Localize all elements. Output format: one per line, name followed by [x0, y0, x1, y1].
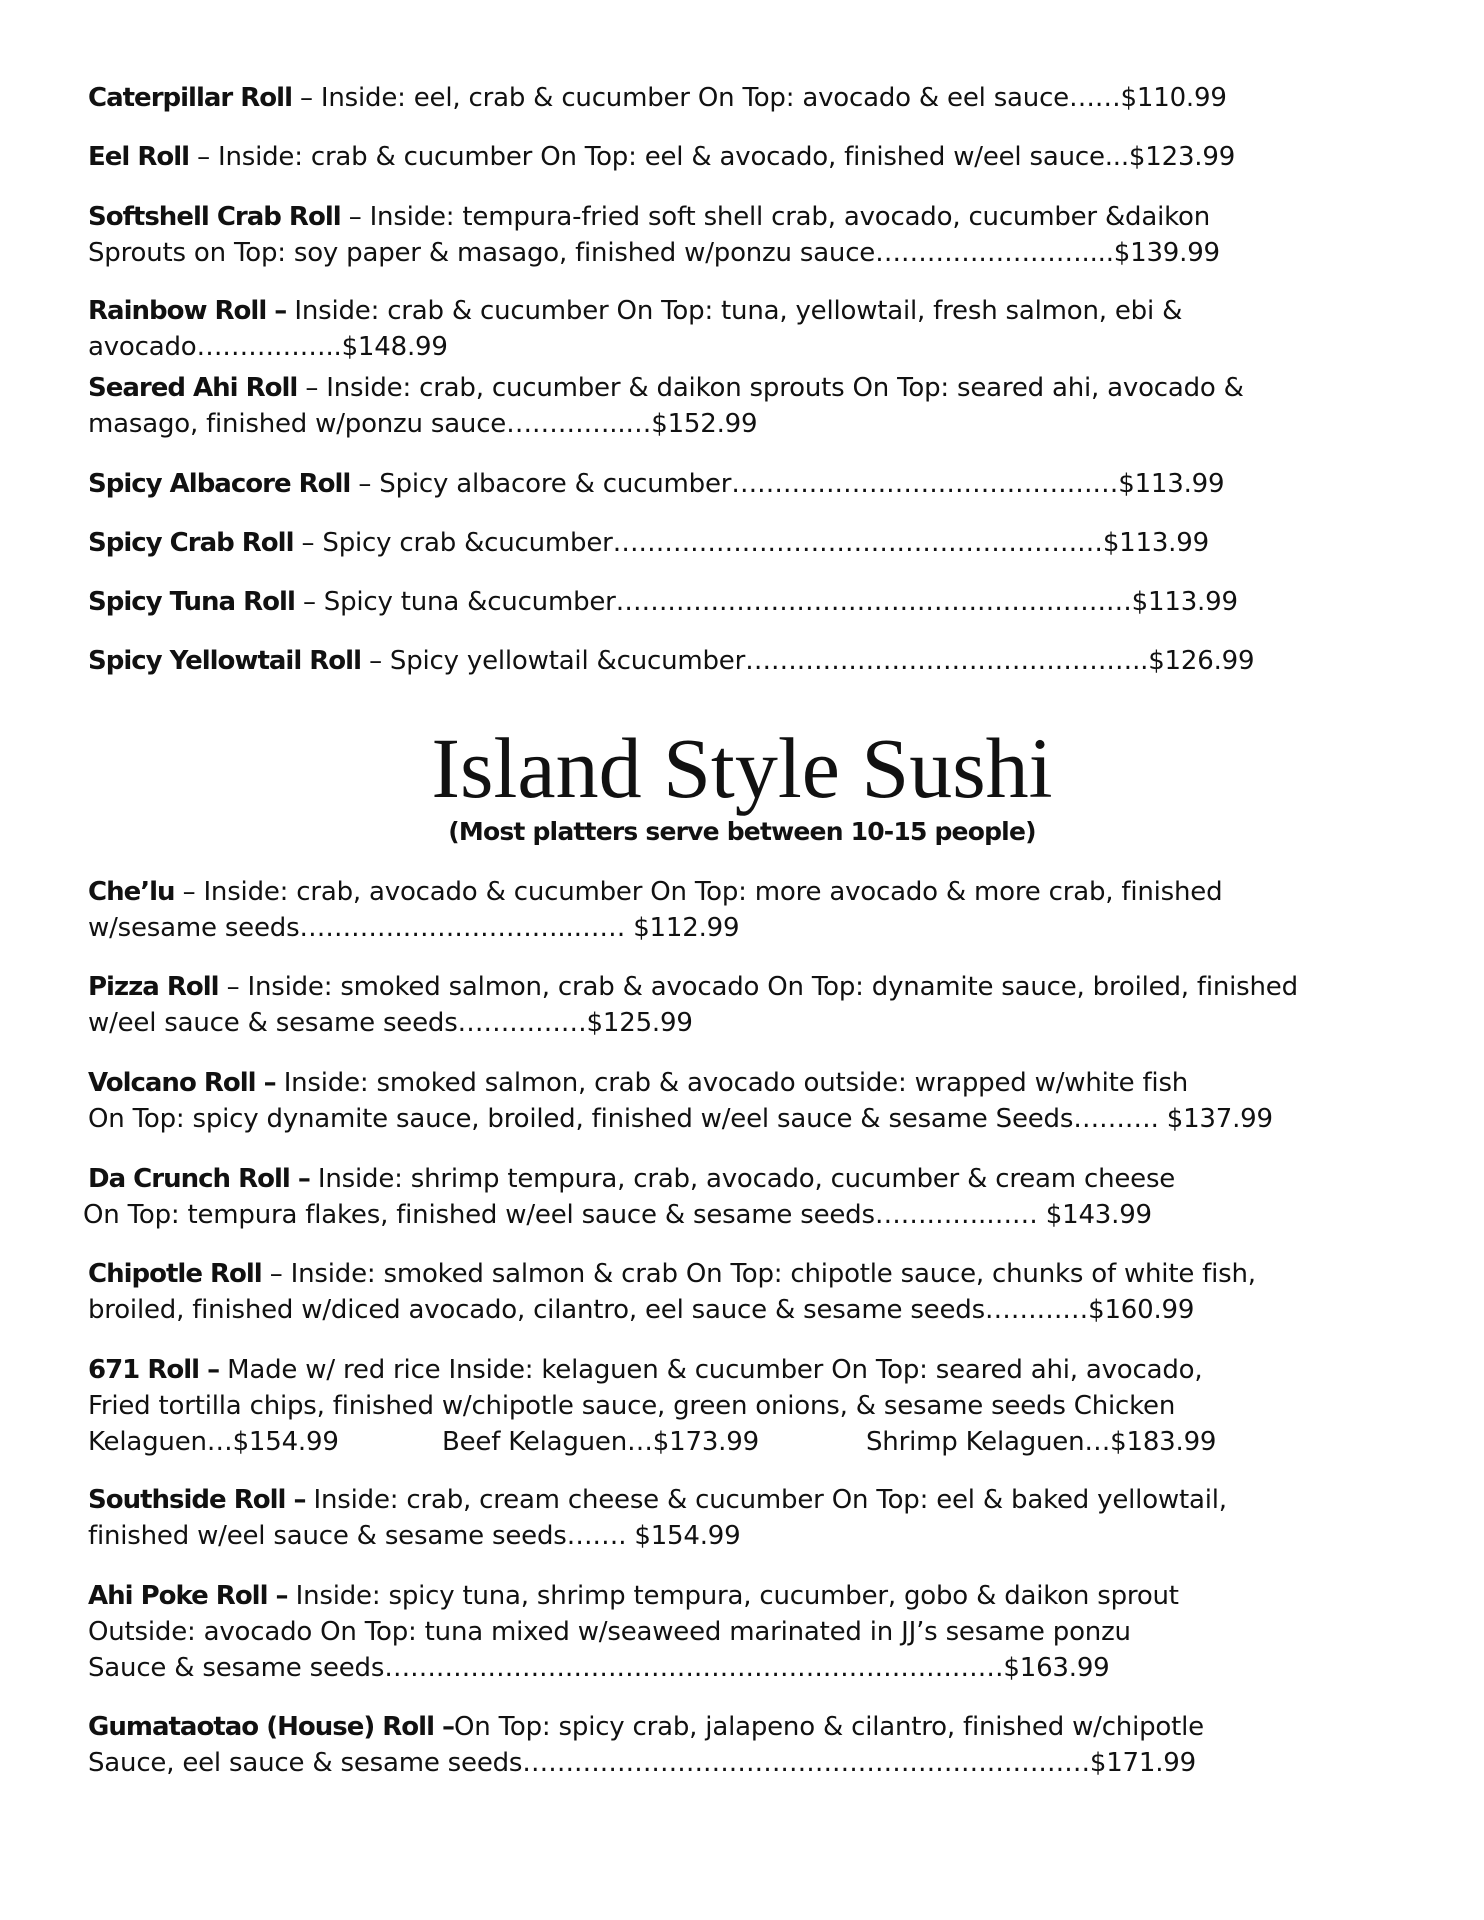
item-description: – Inside: crab & cucumber On Top: eel & avocado, finished w/eel sauce...$123.99	[189, 142, 1236, 172]
item-name: Seared Ahi Roll	[88, 373, 298, 403]
menu-item-chipotle-roll	[88, 1256, 1428, 1328]
item-name: 671 Roll –	[88, 1355, 220, 1385]
item-name: Eel Roll	[88, 142, 190, 172]
item-description: Fried tortilla chips, finished w/chipotle sauce, green onions, & sesame seeds Chicken	[88, 1391, 1176, 1421]
item-name: Volcano Roll –	[88, 1068, 276, 1098]
item-description: Outside: avocado On Top: tuna mixed w/seaweed marinated in JJ’s sesame ponzu	[88, 1617, 1131, 1647]
item-name: Spicy Crab Roll	[88, 528, 294, 558]
item-name: Spicy Albacore Roll	[88, 469, 351, 499]
item-description: Sprouts on Top: soy paper & masago, finished w/ponzu sauce……………………....$139.99	[88, 238, 1220, 268]
item-description: broiled, finished w/diced avocado, cilantro, eel sauce & sesame seeds…………$160.99	[88, 1295, 1195, 1325]
item-description: avocado……………..$148.99	[88, 332, 448, 362]
item-description: – Spicy yellowtail &cucumber………………………………………..$126.99	[361, 646, 1255, 676]
menu-item-rainbow-roll	[88, 293, 1428, 365]
item-description: w/eel sauce & sesame seeds……………$125.99	[88, 1008, 693, 1038]
menu-item-spicy-crab-roll	[88, 525, 1428, 561]
item-description: Sauce, eel sauce & sesame seeds…………………………………………………………$171.99	[88, 1748, 1196, 1778]
item-description: Sauce & sesame seeds………………………………………………………………$163.99	[88, 1653, 1110, 1683]
menu-item-seared-ahi-roll	[88, 370, 1428, 442]
item-description: Inside: crab & cucumber On Top: tuna, yellowtail, fresh salmon, ebi &	[286, 296, 1183, 326]
item-description: – Inside: smoked salmon & crab On Top: chipotle sauce, chunks of white fish,	[261, 1259, 1256, 1289]
menu-item-spicy-yellowtail-roll	[88, 643, 1428, 679]
menu-item-eel-roll	[88, 139, 1428, 175]
item-description: finished w/eel sauce & sesame seeds……. $154.99	[88, 1521, 741, 1551]
item-description: Made w/ red rice Inside: kelaguen & cucumber On Top: seared ahi, avocado,	[219, 1355, 1203, 1385]
kelaguen-option-chicken: Kelaguen…$154.99	[88, 1427, 339, 1457]
menu-item-spicy-tuna-roll	[88, 584, 1428, 620]
item-description: Inside: shrimp tempura, crab, avocado, cucumber & cream cheese	[309, 1164, 1176, 1194]
item-description: – Spicy albacore & cucumber………………………………………$113.99	[350, 469, 1225, 499]
item-description: – Inside: crab, cucumber & daikon sprouts On Top: seared ahi, avocado &	[297, 373, 1244, 403]
item-description: Inside: crab, cream cheese & cucumber On Top: eel & baked yellowtail,	[305, 1485, 1227, 1515]
menu-item-da-crunch-roll	[83, 1161, 1428, 1233]
menu-item-caterpillar-roll	[88, 80, 1428, 116]
item-description: Inside: smoked salmon, crab & avocado outside: wrapped w/white fish	[275, 1068, 1189, 1098]
item-name: Spicy Yellowtail Roll	[88, 646, 361, 676]
item-name: Pizza Roll	[88, 972, 219, 1002]
section-subtitle: (Most platters serve between 10-15 people)	[448, 817, 1036, 846]
item-name: Da Crunch Roll –	[88, 1164, 310, 1194]
menu-item-spicy-albacore-roll	[88, 466, 1428, 502]
menu-item-gumataotao-house-roll	[88, 1709, 1428, 1781]
item-description: – Inside: tempura-fried soft shell crab, avocado, cucumber &daikon	[340, 202, 1211, 232]
menu-item-volcano-roll	[88, 1065, 1428, 1137]
item-description: Inside: spicy tuna, shrimp tempura, cucumber, gobo & daikon sprout	[287, 1581, 1179, 1611]
menu-item-chelu	[88, 874, 1428, 946]
item-description: – Inside: crab, avocado & cucumber On Top: more avocado & more crab, finished	[174, 877, 1223, 907]
menu-item-671-roll	[88, 1352, 1428, 1460]
item-description: w/sesame seeds…………………………..…… $112.99	[88, 913, 740, 943]
item-name: Chipotle Roll	[88, 1259, 262, 1289]
kelaguen-option-shrimp: Shrimp Kelaguen…$183.99	[866, 1427, 1217, 1457]
item-description: On Top: spicy crab, jalapeno & cilantro, finished w/chipotle	[454, 1712, 1204, 1742]
item-name: Caterpillar Roll	[88, 83, 292, 113]
kelaguen-option-beef: Beef Kelaguen…$173.99	[442, 1427, 759, 1457]
item-name: Softshell Crab Roll	[88, 202, 341, 232]
menu-item-ahi-poke-roll	[88, 1578, 1428, 1686]
menu-item-pizza-roll	[88, 969, 1428, 1041]
item-description: – Inside: eel, crab & cucumber On Top: avocado & eel sauce……$110.99	[291, 83, 1227, 113]
item-name: Spicy Tuna Roll	[88, 587, 295, 617]
menu-item-softshell-crab-roll	[88, 199, 1428, 271]
section-title: Island Style Sushi	[431, 720, 1053, 816]
item-name: Rainbow Roll –	[88, 296, 287, 326]
item-description: – Spicy tuna &cucumber……………………………………………………$113.99	[294, 587, 1238, 617]
item-name: Southside Roll –	[88, 1485, 306, 1515]
item-name: Gumataotao (House) Roll –	[88, 1712, 455, 1742]
item-description: masago, finished w/ponzu sauce…………..…$152.99	[88, 409, 758, 439]
item-description: On Top: spicy dynamite sauce, broiled, finished w/eel sauce & sesame Seeds………. $137.99	[88, 1104, 1273, 1134]
item-description: On Top: tempura flakes, finished w/eel sauce & sesame seeds………….…… $143.99	[83, 1200, 1152, 1230]
item-description: – Inside: smoked salmon, crab & avocado On Top: dynamite sauce, broiled, finished	[218, 972, 1298, 1002]
item-name: Ahi Poke Roll –	[88, 1581, 288, 1611]
item-name: Che’lu	[88, 877, 175, 907]
kelaguen-options	[88, 1424, 1428, 1460]
menu-item-southside-roll	[88, 1482, 1428, 1554]
item-description: – Spicy crab &cucumber…………………………………………………$113.99	[293, 528, 1209, 558]
